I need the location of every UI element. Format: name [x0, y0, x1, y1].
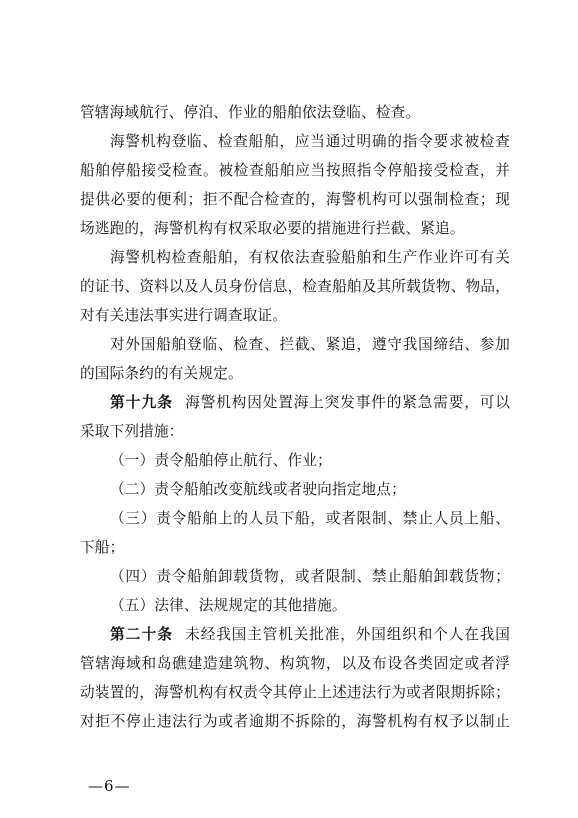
line-text: 未经我国主管机关批准，外国组织和个人在我国 — [185, 626, 510, 643]
line-text: 动装置的，海警机构有权责令其停止上述违法行为或者限期拆除； — [80, 684, 510, 701]
text-line — [80, 678, 510, 707]
line-text: 对外国船舶登临、检查、拦截、紧追，遵守我国缔结、参加 — [110, 336, 510, 353]
text-line — [80, 185, 510, 214]
text-line — [80, 301, 510, 330]
line-text: 提供必要的便利；拒不配合检查的，海警机构可以强制检查；现 — [80, 191, 510, 208]
line-text: 海警机构检查船舶，有权依法查验船舶和生产作业许可有关 — [110, 249, 510, 266]
text-line — [80, 127, 510, 156]
line-text: 管辖海域航行、停泊、作业的船舶依法登临、检查。 — [80, 104, 421, 121]
article-heading: 第二十条 — [110, 626, 174, 643]
line-text: 船舶停船接受检查。被检查船舶应当按照指令停船接受检查，并 — [80, 162, 510, 179]
text-line — [80, 475, 510, 504]
line-text: （一）责令船舶停止航行、作业； — [110, 452, 332, 469]
article-heading: 第十九条 — [110, 394, 174, 411]
line-text: 下船； — [80, 539, 125, 556]
text-line — [80, 707, 510, 736]
line-text: 对有关违法事实进行调查取证。 — [80, 307, 288, 324]
line-text: 场逃跑的，海警机构有权采取必要的措施进行拦截、紧追。 — [80, 220, 465, 237]
text-line — [80, 504, 510, 533]
text-line — [80, 533, 510, 562]
text-line — [80, 591, 510, 620]
text-line — [80, 214, 510, 243]
text-line — [80, 562, 510, 591]
text-line — [80, 446, 510, 475]
text-line — [80, 98, 510, 127]
text-line — [80, 417, 510, 446]
text-line — [80, 156, 510, 185]
text-line — [80, 620, 510, 649]
document-body — [80, 98, 510, 736]
line-text: （五）法律、法规规定的其他措施。 — [110, 597, 347, 614]
text-line — [80, 388, 510, 417]
line-text: 对拒不停止违法行为或者逾期不拆除的，海警机构有权予以制止 — [80, 713, 510, 730]
line-text: 海警机构登临、检查船舶，应当通过明确的指令要求被检查 — [110, 133, 510, 150]
page-number: —6— — [88, 777, 131, 795]
text-line — [80, 243, 510, 272]
line-text: （二）责令船舶改变航线或者驶向指定地点； — [110, 481, 406, 498]
text-line — [80, 359, 510, 388]
text-line — [80, 649, 510, 678]
text-line — [80, 272, 510, 301]
line-text: 采取下列措施： — [80, 423, 184, 440]
line-text: 管辖海域和岛礁建造建筑物、构筑物，以及布设各类固定或者浮 — [80, 655, 510, 672]
line-text: （四）责令船舶卸载货物，或者限制、禁止船舶卸载货物； — [110, 568, 510, 585]
line-text: 的国际条约的有关规定。 — [80, 365, 243, 382]
line-text: 海警机构因处置海上突发事件的紧急需要，可以 — [185, 394, 510, 411]
line-text: 的证书、资料以及人员身份信息，检查船舶及其所载货物、物品， — [80, 278, 510, 295]
line-text: （三）责令船舶上的人员下船，或者限制、禁止人员上船、 — [110, 510, 510, 527]
text-line — [80, 330, 510, 359]
